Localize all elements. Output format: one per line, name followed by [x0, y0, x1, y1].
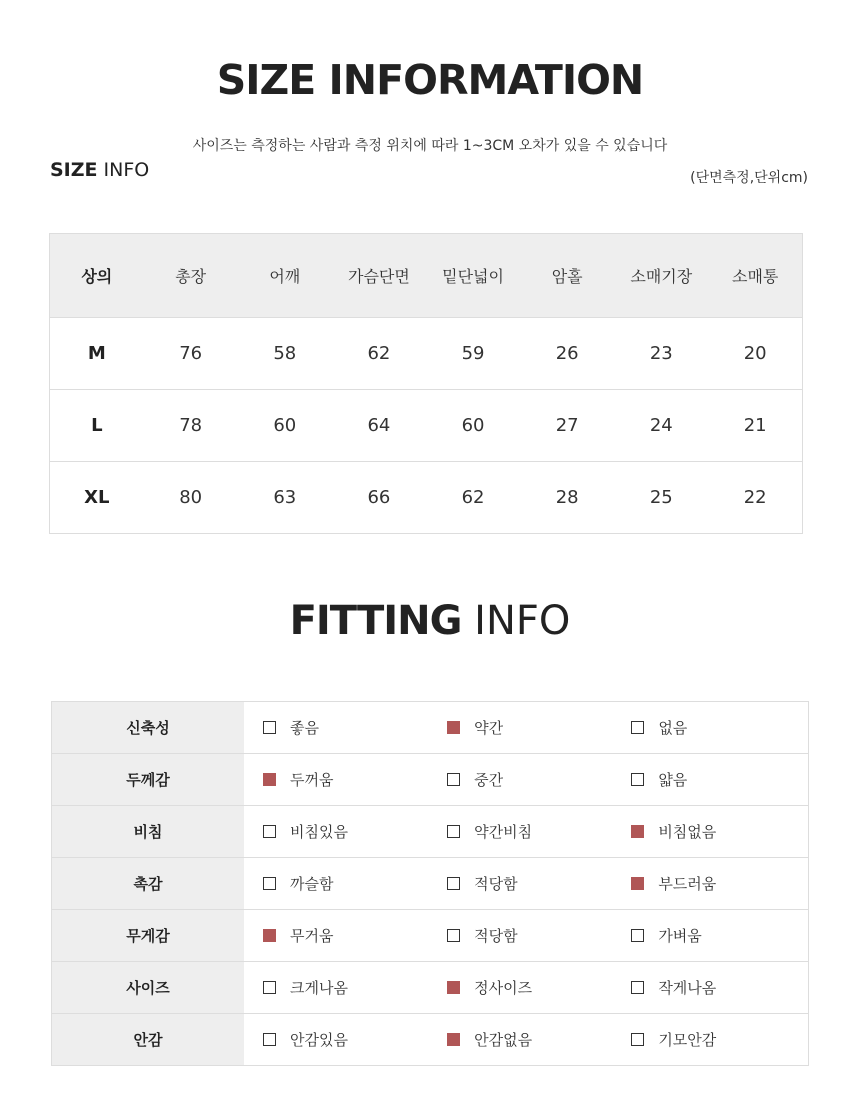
fitting-option-label: 중간 [474, 771, 504, 789]
measurement-notice: 사이즈는 측정하는 사람과 측정 위치에 따라 1~3CM 오차가 있을 수 있습니다 [192, 138, 668, 154]
fitting-option-label: 비침있음 [290, 823, 348, 841]
size-table-cell: 76 [144, 318, 238, 390]
fitting-option-cell [432, 806, 620, 858]
fitting-attribute-label: 비침 [52, 806, 245, 858]
checked-box-icon [447, 981, 460, 994]
fitting-row [52, 754, 809, 806]
fitting-option-cell [620, 754, 808, 806]
fitting-option-cell [620, 1014, 808, 1066]
fitting-option-label: 기모안감 [658, 1031, 717, 1049]
fitting-option [263, 873, 333, 894]
unchecked-box-icon [631, 929, 644, 942]
fitting-option-cell [432, 1014, 620, 1066]
size-table-cell: 22 [708, 462, 802, 534]
fitting-option-label: 안감없음 [474, 1031, 533, 1049]
fitting-option-cell [432, 910, 620, 962]
size-table-cell: 64 [332, 390, 426, 462]
fitting-option-label: 작게나옴 [658, 979, 717, 997]
fitting-table [51, 701, 809, 1066]
fitting-option [263, 821, 348, 842]
size-table-cell: 78 [144, 390, 238, 462]
size-table-row [50, 390, 803, 462]
size-table-cell: 60 [426, 390, 520, 462]
fitting-option-cell [620, 702, 808, 754]
size-table-cell: 62 [332, 318, 426, 390]
checked-box-icon [631, 825, 644, 838]
page-title: SIZE INFORMATION [216, 56, 644, 104]
size-table-header: 총장 [144, 234, 238, 318]
fitting-option-label: 부드러움 [658, 875, 717, 893]
size-table-header: 소매기장 [614, 234, 708, 318]
size-table-header: 어깨 [238, 234, 332, 318]
fitting-option-label: 두꺼움 [290, 771, 334, 789]
size-table-cell: 58 [238, 318, 332, 390]
fitting-option-cell [432, 962, 620, 1014]
size-table-cell: 66 [332, 462, 426, 534]
size-table-cell: 80 [144, 462, 238, 534]
size-table-cell: 63 [238, 462, 332, 534]
fitting-row [52, 910, 809, 962]
size-table-cell: 59 [426, 318, 520, 390]
unchecked-box-icon [263, 877, 276, 890]
fitting-row [52, 962, 809, 1014]
size-table-cell: 28 [520, 462, 614, 534]
fitting-option-cell [620, 910, 808, 962]
fitting-row [52, 806, 809, 858]
fitting-option-label: 얇음 [658, 771, 688, 789]
unchecked-box-icon [263, 981, 276, 994]
unchecked-box-icon [263, 721, 276, 734]
fitting-option-cell [244, 858, 432, 910]
size-table-header: 상의 [50, 234, 144, 318]
fitting-option-label: 무거움 [290, 927, 334, 945]
fitting-option [447, 717, 503, 738]
fitting-option-cell [244, 702, 432, 754]
fitting-option-label: 좋음 [290, 719, 319, 737]
fitting-attribute-label: 두께감 [52, 754, 245, 806]
fitting-option-label: 약간비침 [474, 823, 533, 841]
fitting-option-label: 적당함 [474, 875, 518, 893]
fitting-option [263, 769, 333, 790]
fitting-option-cell [432, 858, 620, 910]
unit-note: (단면측정,단위cm) [690, 170, 808, 186]
unchecked-box-icon [447, 825, 460, 838]
fitting-option [447, 769, 503, 790]
fitting-info-title-bold: FITTING [289, 598, 462, 644]
checked-box-icon [447, 1033, 460, 1046]
unchecked-box-icon [631, 773, 644, 786]
fitting-option [631, 717, 687, 738]
fitting-option [631, 821, 716, 842]
fitting-option-cell [244, 962, 432, 1014]
fitting-option [263, 977, 348, 998]
size-table-cell: 60 [238, 390, 332, 462]
fitting-option-cell [620, 806, 808, 858]
fitting-option-cell [244, 1014, 432, 1066]
size-table-header: 밑단넓이 [426, 234, 520, 318]
fitting-option-cell [244, 910, 432, 962]
fitting-option-cell [620, 962, 808, 1014]
fitting-info-title [0, 598, 860, 644]
fitting-option-label: 안감있음 [290, 1031, 348, 1049]
fitting-option-label: 없음 [658, 719, 688, 737]
fitting-row [52, 1014, 809, 1066]
fitting-option-label: 약간 [474, 719, 504, 737]
size-table-cell: 24 [614, 390, 708, 462]
unchecked-box-icon [447, 773, 460, 786]
size-table [49, 233, 803, 534]
size-table-header: 소매통 [708, 234, 802, 318]
fitting-attribute-label: 촉감 [52, 858, 245, 910]
size-table-cell: 20 [708, 318, 802, 390]
fitting-option [631, 977, 716, 998]
fitting-option [631, 873, 716, 894]
size-info-heading-light: INFO [97, 159, 150, 181]
unchecked-box-icon [631, 721, 644, 734]
fitting-attribute-label: 무게감 [52, 910, 245, 962]
size-info-heading-bold: SIZE [50, 159, 98, 181]
unchecked-box-icon [263, 825, 276, 838]
size-info-heading [50, 159, 149, 181]
size-table-header: 암홀 [520, 234, 614, 318]
size-table-cell: 21 [708, 390, 802, 462]
fitting-option [263, 925, 333, 946]
fitting-option [447, 925, 517, 946]
fitting-option [263, 1029, 348, 1050]
fitting-option-label: 비침없음 [658, 823, 717, 841]
fitting-option [447, 821, 532, 842]
fitting-row [52, 858, 809, 910]
unchecked-box-icon [263, 1033, 276, 1046]
checked-box-icon [263, 929, 276, 942]
fitting-option [631, 925, 701, 946]
unchecked-box-icon [447, 877, 460, 890]
checked-box-icon [263, 773, 276, 786]
size-table-cell: XL [50, 462, 144, 534]
fitting-option [263, 717, 319, 738]
fitting-option-cell [432, 754, 620, 806]
fitting-option-cell [620, 858, 808, 910]
fitting-option-label: 가벼움 [658, 927, 702, 945]
size-table-header: 가슴단면 [332, 234, 426, 318]
unchecked-box-icon [447, 929, 460, 942]
size-table-cell: L [50, 390, 144, 462]
size-table-cell: M [50, 318, 144, 390]
unchecked-box-icon [631, 1033, 644, 1046]
fitting-option-cell [432, 702, 620, 754]
fitting-attribute-label: 안감 [52, 1014, 245, 1066]
size-table-row [50, 318, 803, 390]
fitting-option [447, 873, 517, 894]
fitting-option [631, 1029, 716, 1050]
fitting-option-cell [244, 754, 432, 806]
unchecked-box-icon [631, 981, 644, 994]
fitting-option [631, 769, 687, 790]
fitting-option-cell [244, 806, 432, 858]
fitting-option [447, 977, 532, 998]
fitting-attribute-label: 사이즈 [52, 962, 245, 1014]
checked-box-icon [447, 721, 460, 734]
fitting-row [52, 702, 809, 754]
checked-box-icon [631, 877, 644, 890]
size-table-row [50, 462, 803, 534]
size-table-cell: 26 [520, 318, 614, 390]
size-table-cell: 25 [614, 462, 708, 534]
fitting-option-label: 까슬함 [290, 875, 334, 893]
fitting-option-label: 크게나옴 [290, 979, 348, 997]
fitting-option [447, 1029, 532, 1050]
size-table-cell: 27 [520, 390, 614, 462]
fitting-option-label: 정사이즈 [474, 979, 533, 997]
size-table-cell: 62 [426, 462, 520, 534]
size-table-header-row [50, 234, 803, 318]
fitting-attribute-label: 신축성 [52, 702, 245, 754]
fitting-info-title-light: INFO [461, 598, 571, 644]
fitting-option-label: 적당함 [474, 927, 518, 945]
size-table-cell: 23 [614, 318, 708, 390]
